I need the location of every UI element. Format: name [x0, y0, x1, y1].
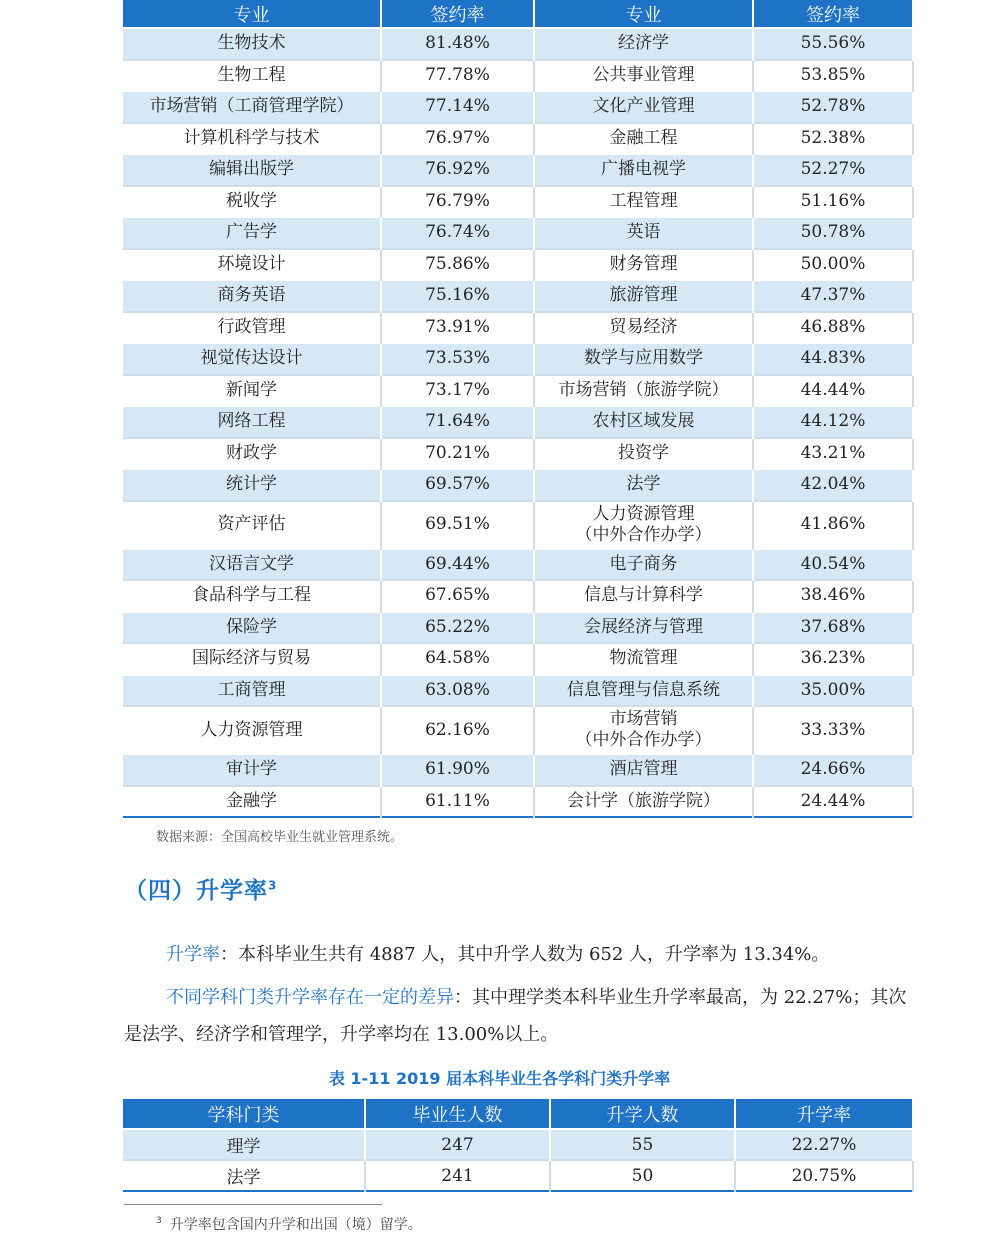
major-cell — [123, 786, 381, 818]
major-cell — [123, 60, 381, 92]
rate-cell — [381, 406, 534, 438]
major-cell-text: 审计学 — [226, 759, 277, 780]
table-row — [123, 186, 913, 218]
table-row — [123, 1160, 913, 1191]
major-cell — [123, 375, 381, 407]
rate-cell-text: 77.78% — [425, 64, 490, 85]
major-cell-text: 旅游管理 — [609, 285, 678, 306]
major-cell — [534, 123, 753, 155]
table-row — [123, 91, 913, 123]
major-cell-text: 生物技术 — [217, 33, 286, 54]
rate-cell — [381, 706, 534, 754]
rate-cell-text: 52.38% — [800, 127, 866, 148]
rate-cell-text: 77.14% — [425, 96, 490, 117]
rate-cell — [753, 580, 913, 612]
table-row — [123, 754, 913, 786]
major-cell-text: 金融工程 — [609, 127, 678, 148]
rate-cell-text: 73.53% — [425, 348, 490, 369]
graduates-cell: 247 — [365, 1129, 550, 1160]
rate-cell-text: 42.04% — [800, 474, 866, 495]
column-header: 专业 — [123, 0, 381, 28]
column-header: 学科门类 — [123, 1099, 365, 1129]
major-cell — [534, 60, 753, 92]
rate-cell — [753, 375, 913, 407]
major-cell-text: 行政管理 — [217, 316, 286, 337]
rate-cell-text: 35.00% — [800, 679, 866, 700]
column-header: 升学率 — [735, 1099, 913, 1129]
major-cell-text: 编辑出版学 — [209, 159, 294, 180]
major-cell-text: 法学 — [626, 474, 661, 495]
major-cell-text: 会展经济与管理 — [584, 616, 703, 637]
major-cell — [123, 501, 381, 549]
table-row — [123, 612, 913, 644]
rate-cell — [381, 217, 534, 249]
rate-cell-text: 81.48% — [425, 33, 490, 54]
rate-cell — [381, 501, 534, 549]
column-header: 毕业生人数 — [365, 1099, 550, 1129]
paragraph-category-difference — [124, 979, 924, 1053]
major-table-body — [123, 28, 913, 817]
major-cell — [534, 501, 753, 549]
rate-cell — [753, 60, 913, 92]
rate-cell — [753, 217, 913, 249]
major-cell — [534, 706, 753, 754]
rate-cell — [381, 91, 534, 123]
rate-cell-text: 71.64% — [425, 411, 490, 432]
rate-cell-text: 76.79% — [425, 190, 490, 211]
major-cell-text: 视觉传达设计 — [200, 348, 303, 369]
rate-cell — [753, 754, 913, 786]
table-header-row — [123, 1099, 913, 1129]
major-cell-text: 英语 — [626, 222, 661, 243]
rate-cell-text: 44.83% — [800, 348, 866, 369]
table-row — [123, 706, 913, 754]
major-cell-text: 汉语言文学 — [209, 553, 294, 574]
major-cell — [534, 217, 753, 249]
table-row — [123, 469, 913, 501]
major-cell — [534, 186, 753, 218]
rate-cell-text: 43.21% — [800, 442, 866, 463]
major-cell — [534, 438, 753, 470]
column-header: 升学人数 — [550, 1099, 735, 1129]
rate-cell — [753, 643, 913, 675]
major-cell-text: 市场营销（旅游学院） — [558, 379, 729, 400]
major-cell-text: 广播电视学 — [601, 159, 686, 180]
rate-cell-text: 37.68% — [800, 616, 866, 637]
rate-cell — [753, 438, 913, 470]
table-row — [123, 549, 913, 581]
rate-cell — [381, 675, 534, 707]
rate-cell-text: 62.16% — [425, 719, 490, 740]
major-cell-text: 信息与计算科学 — [584, 585, 703, 606]
rate-cell-text: 46.88% — [800, 316, 866, 337]
rate-cell-text: 24.66% — [800, 759, 866, 780]
section-heading — [124, 872, 277, 905]
major-cell — [534, 406, 753, 438]
rate-cell — [753, 312, 913, 344]
rate-cell-text: 38.46% — [800, 585, 866, 606]
major-cell-text: 数学与应用数学 — [584, 348, 703, 369]
rate-cell — [381, 60, 534, 92]
major-cell — [534, 786, 753, 818]
major-cell — [123, 612, 381, 644]
major-cell-text: 投资学 — [618, 442, 669, 463]
rate-cell-text: 64.58% — [425, 648, 490, 669]
major-cell-text: 经济学 — [618, 33, 669, 54]
paragraph-text: ：其中理学类本科毕业生升学率最高，为 22.27%；其次是法学、经济学和管理学，升学率均在 13.00%以上。 — [124, 987, 907, 1045]
rate-cell-text: 53.85% — [800, 64, 866, 85]
major-cell-text: 国际经济与贸易 — [192, 648, 311, 669]
rate-cell — [753, 501, 913, 549]
category-cell: 理学 — [123, 1129, 365, 1160]
major-signing-rate-table — [123, 0, 914, 818]
rate-cell — [753, 280, 913, 312]
major-cell — [123, 280, 381, 312]
rate-cell-text: 73.91% — [425, 316, 490, 337]
major-cell — [534, 612, 753, 644]
table-row — [123, 580, 913, 612]
section-heading-text: （四）升学率 — [124, 878, 268, 904]
major-cell — [123, 643, 381, 675]
major-cell — [123, 580, 381, 612]
major-cell — [123, 186, 381, 218]
major-cell — [123, 438, 381, 470]
table-row — [123, 501, 913, 549]
major-cell-text: 商务英语 — [217, 285, 286, 306]
rate-cell — [753, 706, 913, 754]
major-cell — [123, 406, 381, 438]
rate-cell — [753, 786, 913, 818]
paragraph-enrollment-rate — [166, 936, 926, 973]
table-row — [123, 1129, 913, 1160]
rate-cell-text: 69.51% — [425, 514, 490, 534]
major-cell — [534, 249, 753, 281]
major-cell-text: 人力资源管理 — [592, 503, 695, 524]
table-caption: 表 1-11 2019 届本科毕业生各学科门类升学率 — [328, 1069, 671, 1088]
table-row — [123, 60, 913, 92]
major-cell-subtext: （中外合作办学） — [575, 524, 712, 545]
table-header-row — [123, 0, 913, 28]
rate-cell-text: 51.16% — [800, 190, 866, 211]
rate-cell: 22.27% — [735, 1129, 913, 1160]
rate-table-body — [123, 1129, 913, 1191]
footnote-text: 升学率包含国内升学和出国（境）留学。 — [169, 1217, 422, 1233]
major-cell — [534, 375, 753, 407]
table-row — [123, 786, 913, 818]
rate-cell-text: 76.74% — [425, 222, 490, 243]
table-row — [123, 280, 913, 312]
major-cell — [123, 675, 381, 707]
major-cell — [534, 469, 753, 501]
rate-cell-text: 52.78% — [800, 96, 866, 117]
major-cell-text: 新闻学 — [226, 379, 277, 400]
major-cell-text: 食品科学与工程 — [192, 585, 311, 606]
major-cell-text: 环境设计 — [217, 253, 286, 274]
major-cell — [123, 249, 381, 281]
rate-cell-text: 69.44% — [425, 553, 490, 574]
rate-cell-text: 76.92% — [425, 159, 490, 180]
table-row — [123, 123, 913, 155]
rate-cell — [381, 438, 534, 470]
rate-cell — [753, 28, 913, 60]
major-cell — [123, 312, 381, 344]
major-cell-text: 公共事业管理 — [592, 64, 695, 85]
rate-cell-text: 44.44% — [800, 379, 866, 400]
rate-cell-text: 50.00% — [800, 253, 866, 274]
rate-cell — [753, 406, 913, 438]
major-cell-text: 财务管理 — [609, 253, 678, 274]
rate-cell — [381, 469, 534, 501]
major-cell — [123, 28, 381, 60]
rate-cell-text: 33.33% — [800, 719, 866, 740]
rate-cell — [753, 612, 913, 644]
major-cell-text: 生物工程 — [217, 64, 286, 85]
major-cell-text: 保险学 — [226, 616, 277, 637]
major-cell — [534, 91, 753, 123]
rate-cell — [753, 249, 913, 281]
rate-cell — [381, 343, 534, 375]
major-cell — [534, 312, 753, 344]
rate-cell-text: 44.12% — [800, 411, 866, 432]
major-cell-text: 人力资源管理 — [200, 719, 303, 740]
major-cell-text: 信息管理与信息系统 — [567, 679, 720, 700]
table-row — [123, 375, 913, 407]
paragraph-text: ：本科毕业生共有 4887 人，其中升学人数为 652 人，升学率为 13.34%。 — [220, 944, 830, 965]
table-row — [123, 343, 913, 375]
major-cell — [123, 706, 381, 754]
admitted-cell: 55 — [550, 1129, 735, 1160]
rate-cell — [381, 375, 534, 407]
major-cell-text: 工程管理 — [609, 190, 678, 211]
paragraph-label: 不同学科门类升学率存在一定的差异 — [166, 987, 454, 1008]
column-header: 签约率 — [753, 0, 913, 28]
rate-cell-text: 40.54% — [800, 553, 866, 574]
rate-cell-text: 75.86% — [425, 253, 490, 274]
data-source-note: 数据来源：全国高校毕业生就业管理系统。 — [156, 830, 404, 845]
major-cell-text: 电子商务 — [609, 553, 678, 574]
rate-cell-text: 69.57% — [425, 474, 490, 495]
rate-cell-text: 36.23% — [800, 648, 866, 669]
rate-cell — [381, 154, 534, 186]
table-row — [123, 643, 913, 675]
rate-cell — [381, 249, 534, 281]
major-cell-text: 贸易经济 — [609, 316, 678, 337]
rate-cell: 20.75% — [735, 1160, 913, 1191]
rate-cell-text: 50.78% — [800, 222, 866, 243]
rate-cell — [381, 312, 534, 344]
enrollment-rate-table — [123, 1099, 914, 1192]
rate-cell-text: 61.90% — [425, 759, 490, 780]
footnote-marker: 3 — [156, 1216, 162, 1227]
rate-cell — [753, 675, 913, 707]
major-cell-text: 计算机科学与技术 — [183, 127, 320, 148]
rate-cell-text: 67.65% — [425, 585, 490, 606]
rate-cell — [381, 28, 534, 60]
rate-cell — [753, 469, 913, 501]
major-cell — [123, 154, 381, 186]
column-header: 专业 — [534, 0, 753, 28]
rate-cell — [381, 786, 534, 818]
rate-cell — [381, 186, 534, 218]
table-row — [123, 154, 913, 186]
table-row — [123, 438, 913, 470]
rate-cell — [381, 580, 534, 612]
table-row — [123, 217, 913, 249]
paragraph-label: 升学率 — [166, 944, 220, 965]
major-cell — [534, 28, 753, 60]
rate-cell — [753, 123, 913, 155]
rate-cell-text: 55.56% — [800, 33, 866, 54]
footnote — [156, 1214, 422, 1234]
major-cell — [123, 123, 381, 155]
major-cell — [534, 549, 753, 581]
major-cell-text: 广告学 — [226, 222, 277, 243]
rate-cell-text: 73.17% — [425, 379, 490, 400]
rate-cell-text: 75.16% — [425, 285, 490, 306]
rate-cell — [381, 549, 534, 581]
rate-cell-text: 52.27% — [800, 159, 866, 180]
rate-cell — [753, 186, 913, 218]
major-cell-text: 会计学（旅游学院） — [567, 790, 720, 811]
major-cell — [123, 469, 381, 501]
rate-cell-text: 70.21% — [425, 442, 490, 463]
major-cell-text: 税收学 — [226, 190, 277, 211]
major-cell-text: 网络工程 — [217, 411, 286, 432]
major-cell-text: 文化产业管理 — [592, 96, 695, 117]
major-cell — [534, 643, 753, 675]
rate-cell-text: 76.97% — [425, 127, 490, 148]
rate-cell — [381, 754, 534, 786]
major-cell-text: 金融学 — [226, 790, 277, 811]
footnote-divider — [124, 1204, 382, 1205]
major-cell — [534, 754, 753, 786]
table-row — [123, 406, 913, 438]
admitted-cell: 50 — [550, 1160, 735, 1191]
rate-cell — [753, 343, 913, 375]
rate-cell — [381, 643, 534, 675]
rate-cell — [753, 549, 913, 581]
major-cell — [534, 343, 753, 375]
major-cell-text: 市场营销 — [609, 709, 678, 729]
major-cell — [534, 675, 753, 707]
major-cell — [123, 91, 381, 123]
major-cell — [123, 549, 381, 581]
category-cell: 法学 — [123, 1160, 365, 1191]
major-cell-text: 资产评估 — [217, 514, 286, 534]
major-cell-text: 财政学 — [226, 442, 277, 463]
table-row — [123, 675, 913, 707]
major-cell — [123, 343, 381, 375]
rate-cell — [381, 280, 534, 312]
footnote-ref: 3 — [268, 878, 278, 893]
rate-cell-text: 47.37% — [800, 285, 866, 306]
rate-cell-text: 63.08% — [425, 679, 490, 700]
major-cell-text: 物流管理 — [609, 648, 678, 669]
major-cell-text: 市场营销（工商管理学院） — [149, 96, 354, 117]
rate-cell — [753, 154, 913, 186]
rate-cell — [381, 612, 534, 644]
major-cell-text: 农村区域发展 — [592, 411, 695, 432]
major-cell — [123, 217, 381, 249]
major-cell-text: 统计学 — [226, 474, 277, 495]
rate-cell-text: 65.22% — [425, 616, 490, 637]
rate-cell-text: 61.11% — [425, 790, 490, 811]
rate-cell — [753, 91, 913, 123]
major-cell — [534, 280, 753, 312]
major-cell — [534, 580, 753, 612]
rate-cell-text: 41.86% — [800, 514, 866, 534]
major-cell — [534, 154, 753, 186]
major-cell-text: 酒店管理 — [609, 759, 678, 780]
graduates-cell: 241 — [365, 1160, 550, 1191]
major-cell-text: 工商管理 — [217, 679, 286, 700]
major-cell — [123, 754, 381, 786]
major-cell-subtext: （中外合作办学） — [575, 730, 712, 750]
table-row — [123, 249, 913, 281]
table-row — [123, 312, 913, 344]
rate-cell-text: 24.44% — [800, 790, 866, 811]
rate-cell — [381, 123, 534, 155]
column-header: 签约率 — [381, 0, 534, 28]
table-row — [123, 28, 913, 60]
